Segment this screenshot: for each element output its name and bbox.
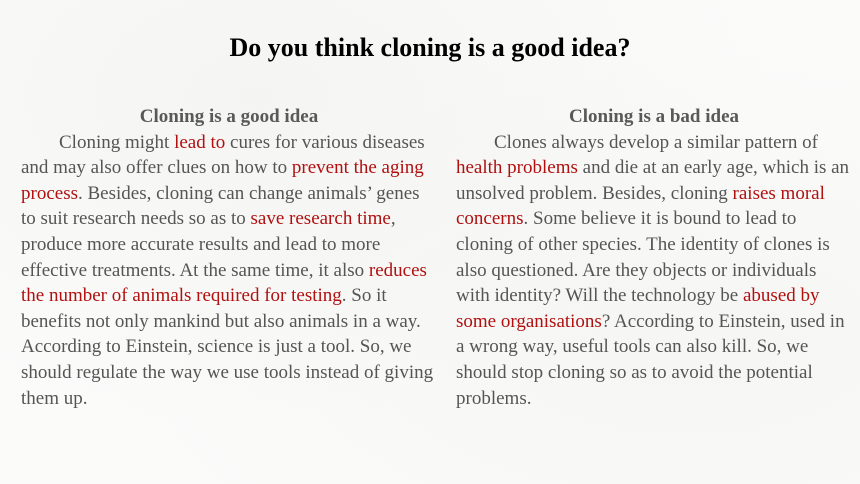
con-text-segment: Clones always develop a similar pattern of <box>494 131 818 153</box>
con-key-phrase: abused by some organisations <box>456 285 820 332</box>
con-text-segment: ? According to Einstein, used in a wrong way, useful tools can also kill. So, we should stop cloning so as to avoid the potential problems. <box>456 310 845 409</box>
con-key-phrase: raises moral concerns <box>456 182 825 230</box>
pro-key-phrase: save research time <box>250 208 391 230</box>
pro-key-phrase: reduces the number of animals required for testing <box>21 259 427 307</box>
pro-paragraph <box>21 130 437 412</box>
con-text-segment: and die at an early age, which is an unsolved problem. Besides, cloning <box>456 157 850 204</box>
pro-text-segment: . Besides, cloning can change animals’ genes to suit research needs so as to <box>21 182 420 230</box>
pro-column <box>21 104 437 411</box>
pro-text-segment: . So it benefits not only mankind but also animals in a way. According to Einstein, science is just a tool. So, we should regulate the way we use tools instead of giving them up. <box>21 285 434 409</box>
pro-text-segment: Cloning might <box>59 131 175 153</box>
con-key-phrase: health problems <box>456 157 578 179</box>
pro-key-phrase: prevent the aging process <box>21 157 424 204</box>
con-heading: Cloning is a bad idea <box>569 106 739 127</box>
con-column <box>456 104 852 411</box>
pro-text-segment: , produce more accurate results and lead to more effective treatments. At the same time, it also <box>21 208 396 281</box>
con-paragraph <box>456 130 852 412</box>
pro-key-phrase: lead to <box>174 131 226 153</box>
con-text-segment: . Some believe it is bound to lead to cloning of other species. The identity of clones is also questioned. Are they objects or individuals with identity? Will the technology be <box>456 208 830 307</box>
pro-heading: Cloning is a good idea <box>139 106 319 127</box>
pro-text-segment: cures for various diseases and may also offer clues on how to <box>21 131 425 179</box>
slide-title: Do you think cloning is a good idea? <box>229 33 631 62</box>
